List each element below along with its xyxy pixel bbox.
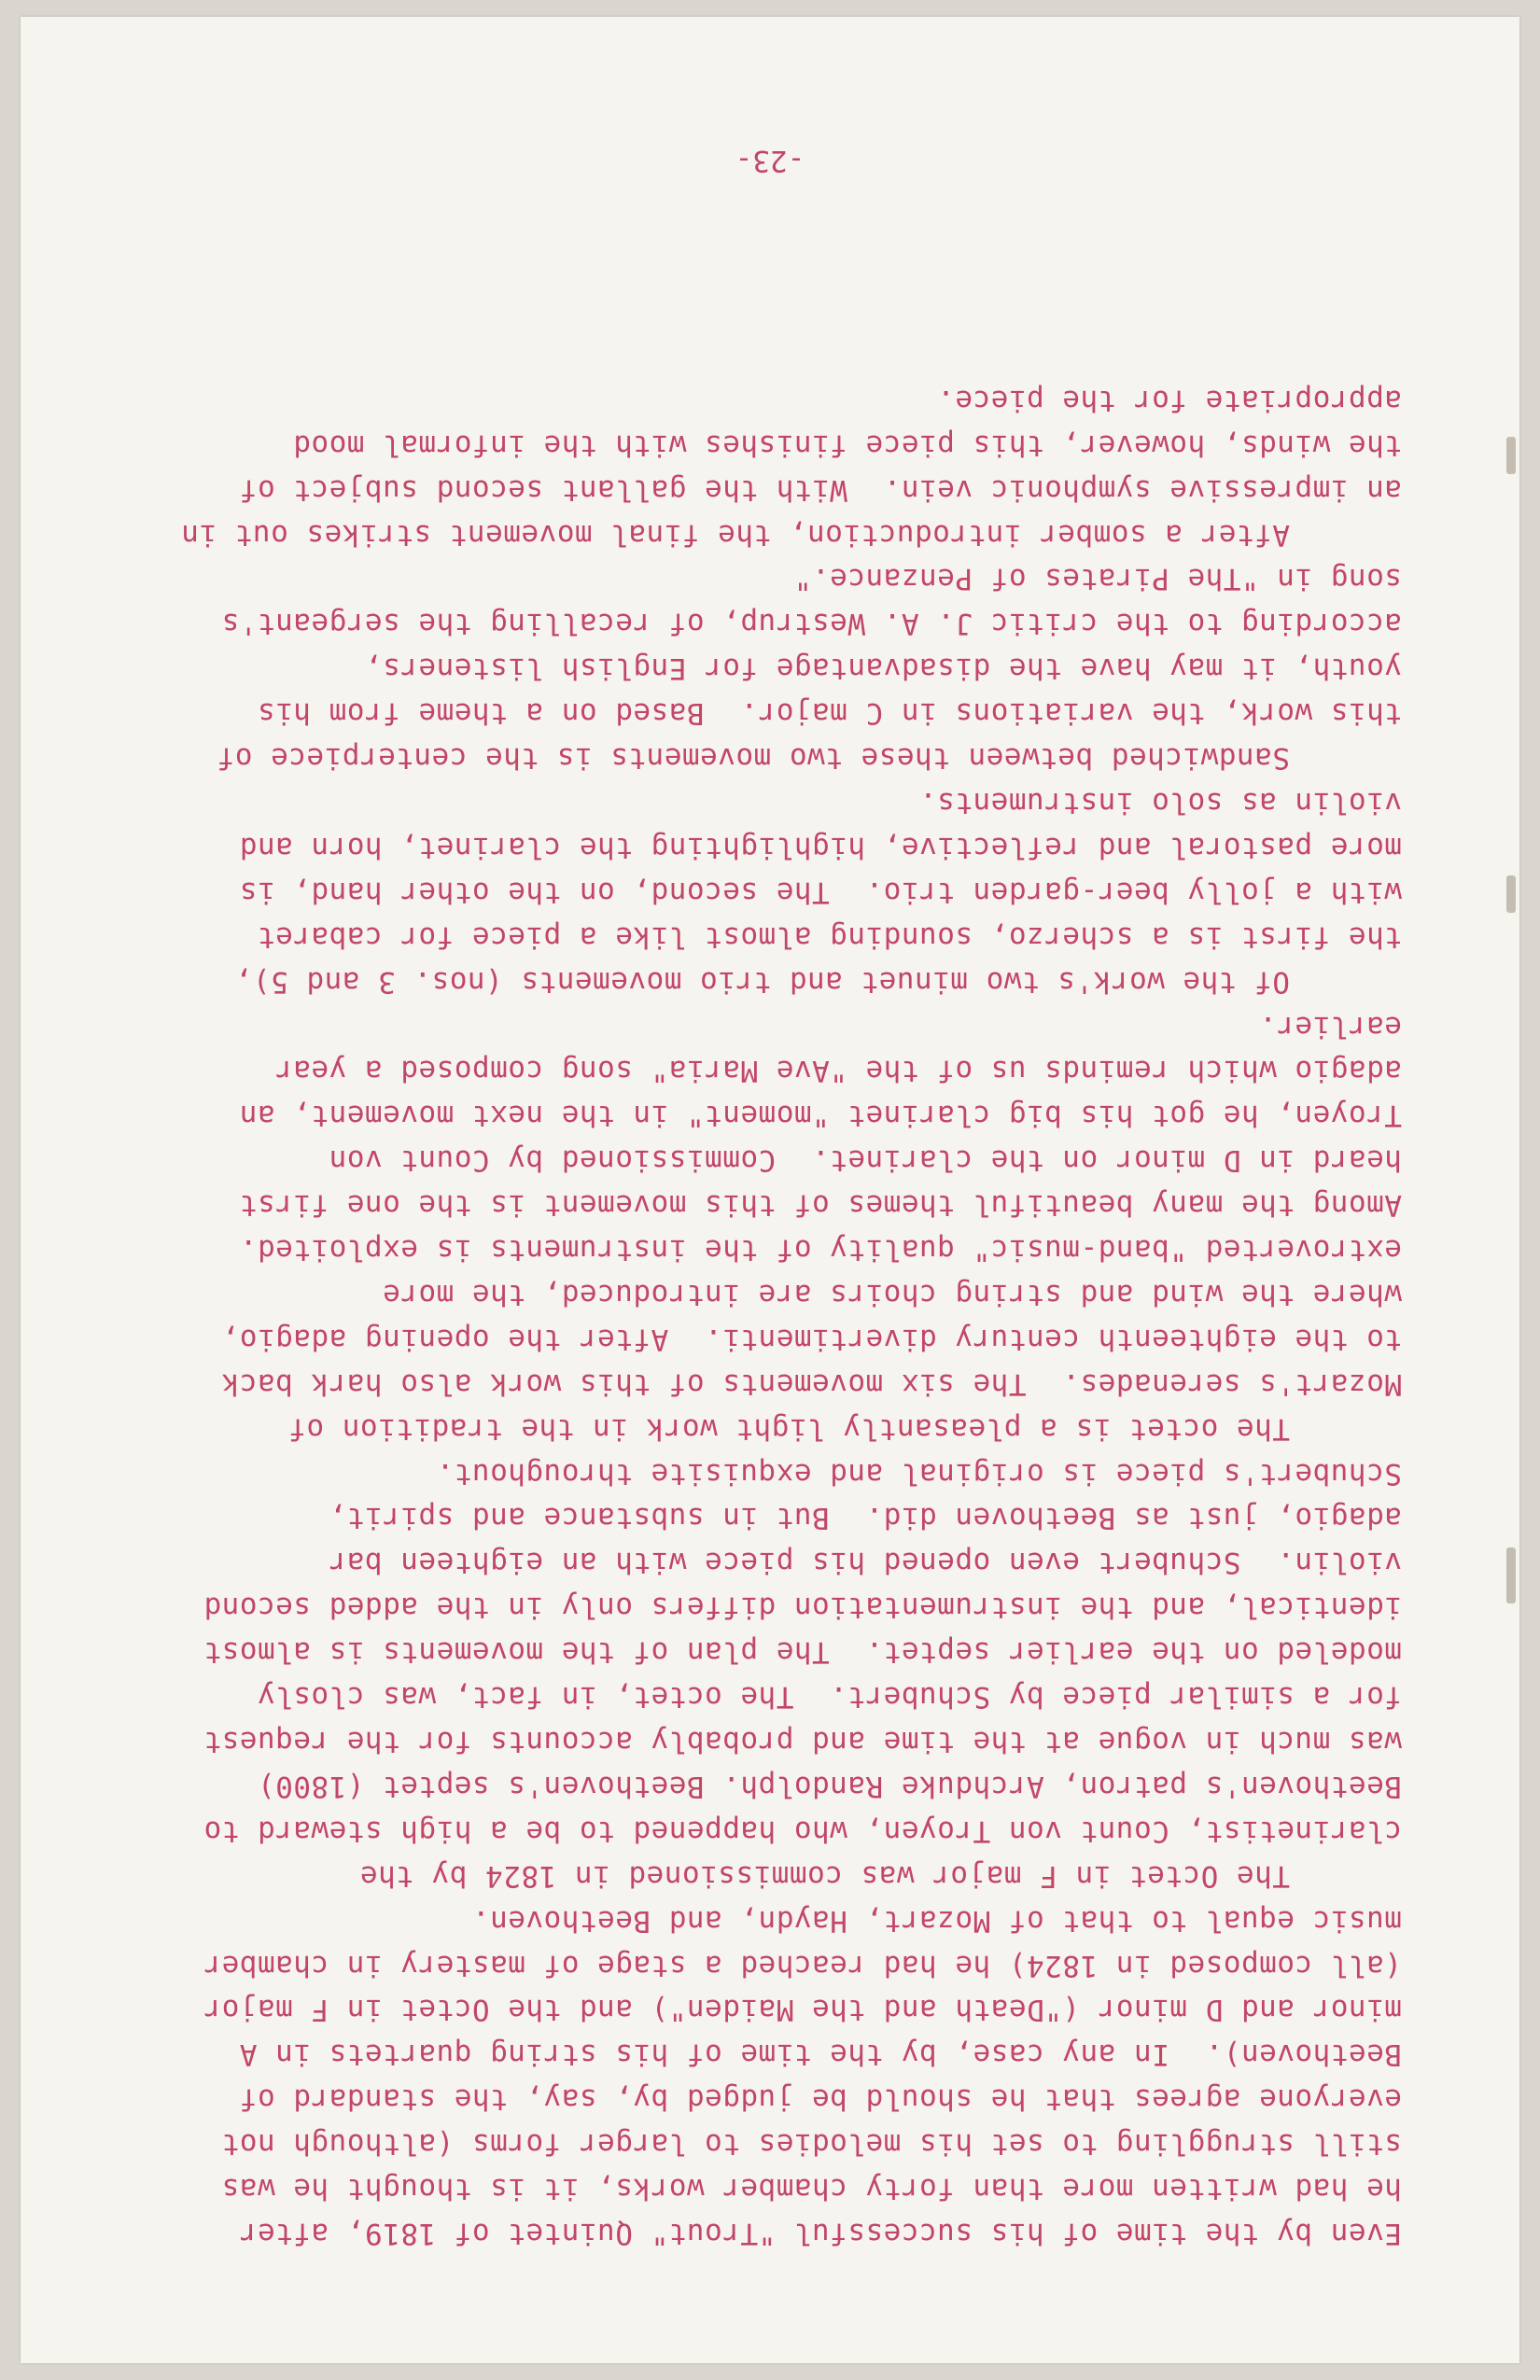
text-line: adagio, just as Beethoven did. But in substance and spirit, xyxy=(329,1501,1402,1535)
text-line: everyone agrees that he should be judged by, say, the standard of xyxy=(239,2082,1402,2117)
text-line: After a somber introduction, the final movement strikes out in xyxy=(180,517,1290,552)
text-line: earlier. xyxy=(1258,1009,1402,1043)
text-line: Of the work's two minuet and trio movements (nos. 3 and 5), xyxy=(234,964,1290,999)
text-line: youth, it may have the disadvantage for English listeners, xyxy=(364,651,1402,686)
text-line: extroverted "band-music" quality of the instruments is exploited. xyxy=(239,1233,1402,1267)
text-line: Mozart's serenades. The six movements of this work also hark back xyxy=(221,1366,1402,1401)
text-line: music equal to that of Mozart, Haydn, and Beethoven. xyxy=(471,1903,1402,1938)
text-line: Among the many beautiful themes of this movement is the one first xyxy=(239,1188,1402,1223)
text-line: for a similar piece by Schubert. The octet, in fact, was closly xyxy=(257,1680,1402,1715)
text-line: was much in vogue at the time and probably accounts for the request xyxy=(203,1725,1402,1759)
text-line: an impressive symphonic vein. With the gallant second subject of xyxy=(239,472,1402,507)
typed-page xyxy=(21,17,1519,2363)
body-text xyxy=(114,377,1402,2255)
text-line: Troyen, he got his big clarinet "moment" in the next movement, an xyxy=(239,1099,1402,1133)
text-line: Even by the time of his successful "Trout" Quintet of 1819, after xyxy=(239,2217,1402,2250)
page-number: -23- xyxy=(735,144,805,177)
text-line: The Octet in F major was commissioned in 1824 by the xyxy=(359,1858,1290,1893)
text-line: Sandwiched between these two movements is the centerpiece of xyxy=(217,741,1290,776)
text-line: (all composed in 1824) he had reached a stage of mastery in chamber xyxy=(203,1948,1402,1982)
text-line: adagio which reminds us of the "Ave Maria" song composed a year xyxy=(274,1054,1402,1088)
text-line: Beethoven's patron, Archduke Randolph. Beethoven's septet (1800) xyxy=(257,1769,1402,1803)
text-line: with a jolly beer-garden trio. The second, on the other hand, is xyxy=(239,875,1402,909)
text-line: heard in D minor on the clarinet. Commissioned by Count von xyxy=(329,1143,1402,1178)
text-line: to the eighteenth century divertimenti. After the opening adagio, xyxy=(221,1322,1402,1356)
text-line: appropriate for the piece. xyxy=(936,383,1402,417)
text-line: according to the critic J. A. Westrup, of recalling the sergeant's xyxy=(221,607,1402,641)
text-line: violin as solo instruments. xyxy=(918,786,1402,819)
text-line: Beethoven). In any case, by the time of his string quartets in A xyxy=(239,2037,1402,2072)
text-line: where the wind and string choirs are introduced, the more xyxy=(382,1277,1402,1311)
text-line: The octet is a pleasantly light work in the tradition of xyxy=(287,1411,1290,1446)
text-line: identical, and the instrumentation differs only in the added second xyxy=(203,1590,1402,1625)
text-line: the first is a scherzo, sounding almost like a piece for cabaret xyxy=(257,919,1402,954)
text-line: song in "The Pirates of Penzance." xyxy=(793,562,1402,596)
rotated-typed-block xyxy=(21,17,1519,2363)
text-line: modeled on the earlier septet. The plan of the movements is almost xyxy=(203,1635,1402,1670)
text-line: violin. Schubert even opened his piece with an eighteen bar xyxy=(329,1546,1402,1580)
text-line: Schubert's piece is original and exquisite throughout. xyxy=(436,1456,1402,1491)
text-line: the winds, however, this piece finishes with the informal mood xyxy=(292,427,1402,462)
text-line: clarinetist, Count von Troyen, who happened to be a high steward to xyxy=(203,1813,1402,1848)
text-line: minor and D minor ("Death and the Maiden") and the Octet in F major xyxy=(203,1993,1402,2027)
text-line: he had written more than forty chamber works, it is thought he was xyxy=(221,2172,1402,2206)
text-line: still struggling to set his melodies to larger forms (although not xyxy=(221,2127,1402,2162)
text-line: this work, the variations in C major. Based on a theme from his xyxy=(257,696,1402,731)
text-line: more pastoral and reflective, highlighting the clarinet, horn and xyxy=(239,830,1402,864)
